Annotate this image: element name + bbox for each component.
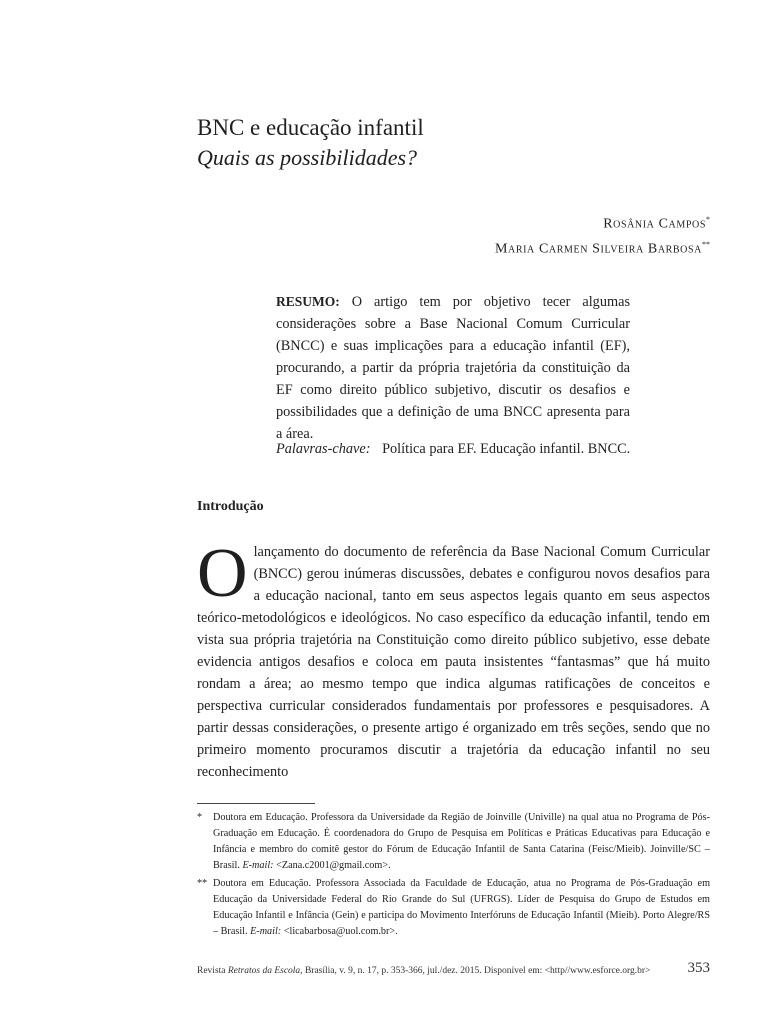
- footnote-mark: **: [197, 878, 208, 889]
- introduction-text: lançamento do documento de referência da Base Nacional Comum Curricular (BNCC) gerou inúmeras discussões, debates e configurou novos desafios para a educação nacional, tanto em seus aspectos legais quanto em seus aspectos teórico-metodológicos e ideológicos. No caso específico da educação infantil, tendo em vista sua própria trajetória na Constituição como direito público subjetivo, esse debate evidencia antigos desafios e coloca em pauta insistentes “fantasmas” que há muito rondam a área; ao mesmo tempo que indica algumas ratificações de conceitos e perspectiva curricular considerados fundamentais por professores e pesquisadores. A partir dessas considerações, o presente artigo é organizado em três seções, sendo que no primeiro momento procuramos discutir a trajetória da educação infantil no seu reconhecimento: [197, 544, 710, 780]
- footnote-email-label: E-mail:: [242, 860, 274, 871]
- introduction-paragraph: [197, 535, 710, 783]
- author-name: Rosânia Campos: [603, 216, 706, 232]
- author-mark: *: [706, 215, 710, 224]
- keywords-label: Palavras-chave:: [276, 441, 371, 457]
- drop-cap: O: [197, 535, 248, 612]
- abstract-label: RESUMO:: [276, 294, 340, 309]
- footer-citation: Brasília, v. 9, n. 17, p. 353-366, jul./dez. 2015. Disponível em: <http//www.esforce.org.br>: [304, 966, 651, 976]
- page-number: 353: [687, 960, 710, 976]
- page-footer: [197, 966, 650, 976]
- footnote-email-label: E-mail:: [250, 926, 282, 937]
- author-list: [495, 210, 710, 259]
- footnote-text: Doutora em Educação. Professora Associada da Faculdade de Educação, atua no Programa de Pós-Graduação em Educação da Universidade Federal do Rio Grande do Sul (UFRGS). Líder de Pesquisa do Grupo de Estudos em Educação Infantil e Infância (Gein) e participa do Movimento Interfóruns de Educação Infantil (Mieib). Porto Alegre/RS – Brasil.: [213, 878, 710, 937]
- footer-journal: Retratos da Escola,: [227, 966, 303, 976]
- author-1: [495, 210, 710, 235]
- author-name: Maria Carmen Silveira Barbosa: [494, 241, 702, 257]
- footnote-email[interactable]: <licabarbosa@uol.com.br>.: [283, 926, 398, 937]
- abstract-text: O artigo tem por objetivo tecer algumas considerações sobre a Base Nacional Comum Curricular (BNCC) e suas implicações para a educação infantil (EF), procurando, a partir da própria trajetória da constituição da EF como direito público subjetivo, discutir os desafios e possibilidades que a definição de uma BNCC apresenta para a área.: [276, 294, 631, 442]
- article-title: BNC e educação infantil: [197, 115, 424, 140]
- footnote-mark: *: [197, 812, 203, 823]
- author-2: [495, 235, 710, 260]
- section-heading-introducao: Introdução: [197, 499, 264, 514]
- footnote-divider: [197, 803, 315, 804]
- footnote-1: [197, 810, 710, 874]
- footnote-email[interactable]: <Zana.c2001@gmail.com>.: [276, 860, 391, 871]
- footnote-2: [197, 876, 710, 940]
- keywords-text: Política para EF. Educação infantil. BNCC.: [382, 441, 631, 457]
- article-subtitle: Quais as possibilidades?: [197, 145, 418, 170]
- keywords: [276, 438, 656, 460]
- abstract: [276, 291, 630, 445]
- author-mark: **: [702, 239, 710, 249]
- footer-prefix: Revista: [197, 966, 226, 976]
- footnote-text: Doutora em Educação. Professora da Universidade da Região de Joinville (Univille) na qual atua no Programa de Pós-Graduação em Educação. É coordenadora do Grupo de Pesquisa em Políticas e Práticas Educativas para Educação e Infância e membro do comitê gestor do Fórum de Educação Infantil de Santa Catarina (Feisc/Mieib). Joinville/SC – Brasil.: [213, 812, 710, 871]
